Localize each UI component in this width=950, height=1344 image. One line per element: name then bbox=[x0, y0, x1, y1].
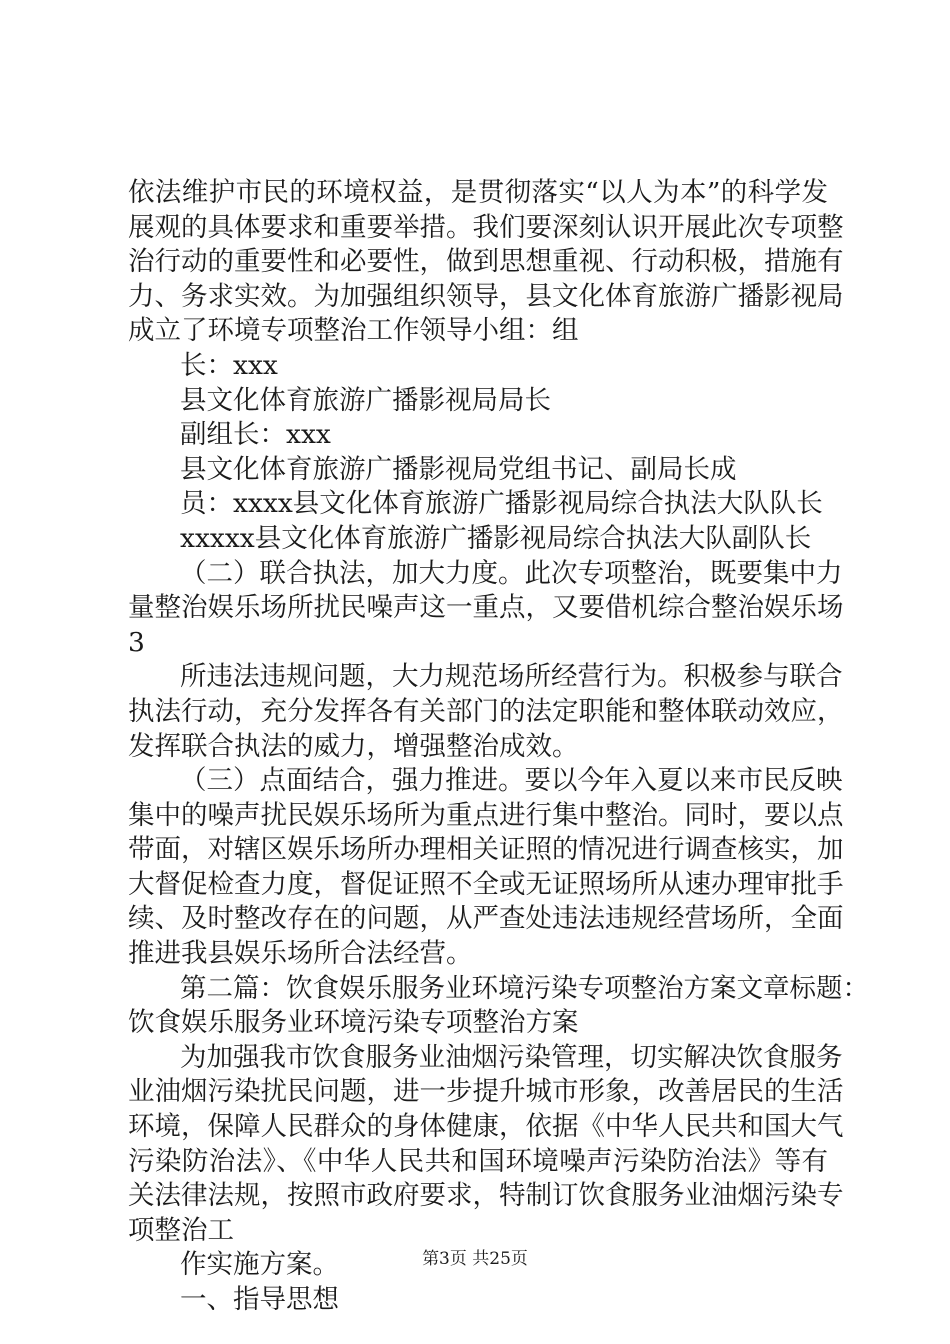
text-line: 集中的噪声扰民娱乐场所为重点进行集中整治。同时，要以点 bbox=[128, 799, 844, 831]
text-line: 业油烟污染扰民问题，进一步提升城市形象，改善居民的生活 bbox=[128, 1076, 844, 1108]
document-body bbox=[128, 176, 869, 1318]
text-line: 带面，对辖区娱乐场所办理相关证照的情况进行调查核实，加 bbox=[128, 834, 844, 866]
section-heading: 一、指导思想 bbox=[180, 1284, 339, 1315]
text-line: 关法律法规，按照市政府要求，特制订饮食服务业油烟污染专 bbox=[128, 1180, 844, 1212]
section-heading: 第二篇：饮食娱乐服务业环境污染专项整治方案文章标题： bbox=[180, 972, 869, 1004]
text-line: 执法行动，充分发挥各有关部门的法定职能和整体联动效应， bbox=[128, 695, 844, 727]
text-line: 污染防治法》、《中华人民共和国环境噪声污染防治法》等有 bbox=[128, 1145, 828, 1177]
text-line: 为加强我市饮食服务业油烟污染管理，切实解决饮食服务 bbox=[180, 1041, 843, 1073]
text-line: 员：xxxx县文化体育旅游广播影视局综合执法大队队长 bbox=[180, 488, 823, 520]
text-line: 推进我县娱乐场所合法经营。 bbox=[128, 938, 473, 970]
text-line: 治行动的重要性和必要性，做到思想重视、行动积极，措施有 bbox=[128, 246, 844, 278]
text-line: 副组长：xxx bbox=[180, 419, 331, 451]
text-line: 环境，保障人民群众的身体健康，依据《中华人民共和国大气 bbox=[128, 1111, 844, 1143]
text-line: 展观的具体要求和重要举措。我们要深刻认识开展此次专项整 bbox=[128, 211, 844, 243]
section-heading: 饮食娱乐服务业环境污染专项整治方案 bbox=[128, 1007, 579, 1039]
text-line: 作实施方案。 bbox=[180, 1249, 339, 1281]
text-line: 项整治工 bbox=[128, 1214, 234, 1246]
text-line: 成立了环境专项整治工作领导小组：组 bbox=[128, 315, 579, 347]
text-line: 长：xxx bbox=[180, 349, 278, 381]
text-line: （二）联合执法，加大力度。此次专项整治，既要集中力 bbox=[180, 557, 843, 589]
text-line: 依法维护市民的环境权益，是贯彻落实“以人为本”的科学发 bbox=[128, 177, 828, 208]
text-line: 所违法违规问题，大力规范场所经营行为。积极参与联合 bbox=[180, 661, 843, 693]
text-line: 县文化体育旅游广播影视局党组书记、副局长成 bbox=[180, 453, 737, 485]
text-line: 力、务求实效。为加强组织领导，县文化体育旅游广播影视局 bbox=[128, 280, 844, 312]
page-footer: 第3页 共25页 bbox=[422, 1249, 528, 1269]
text-line: xxxxx县文化体育旅游广播影视局综合执法大队副队长 bbox=[180, 522, 812, 554]
text-line: 量整治娱乐场所扰民噪声这一重点，又要借机综合整治娱乐场 bbox=[128, 592, 844, 624]
text-line: 大督促检查力度，督促证照不全或无证照场所从速办理审批手 bbox=[128, 868, 844, 900]
text-line: （三）点面结合，强力推进。要以今年入夏以来市民反映 bbox=[180, 765, 843, 797]
text-line: 县文化体育旅游广播影视局局长 bbox=[180, 384, 551, 416]
text-line: 续、及时整改存在的问题，从严查处违法违规经营场所，全面 bbox=[128, 903, 844, 935]
text-line: 发挥联合执法的威力，增强整治成效。 bbox=[128, 730, 579, 762]
page-number-inline: 3 bbox=[128, 626, 145, 658]
